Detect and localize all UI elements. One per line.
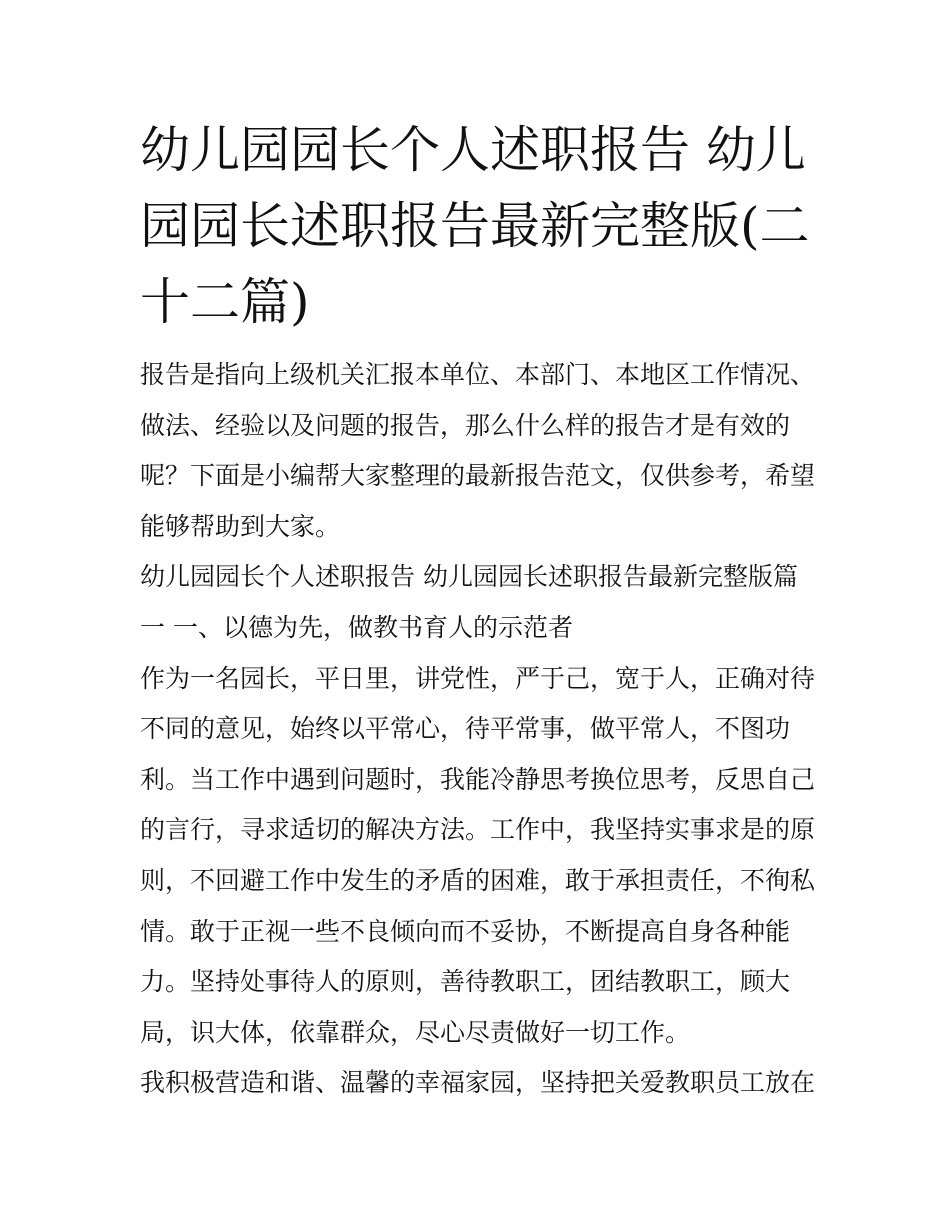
section-heading — [140, 552, 820, 653]
body-paragraph — [140, 1058, 820, 1109]
text-line: 幼儿园园长个人述职报告 幼儿园园长述职报告最新完整版篇 — [140, 562, 798, 592]
text-line: 不同的意见，始终以平常心，待平常事，做平常人，不图功 — [140, 714, 791, 744]
text-line: 局，识大体，依靠群众，尽心尽责做好一切工作。 — [140, 1017, 691, 1047]
document-body — [140, 350, 820, 1109]
text-line: 一 一、以德为先，做教书育人的示范者 — [140, 612, 573, 642]
text-line: 报告是指向上级机关汇报本单位、本部门、本地区工作情况、 — [140, 360, 816, 389]
title-line: 幼儿园园长个人述职报告 幼儿 — [140, 121, 806, 179]
text-line: 能够帮助到大家。 — [140, 511, 341, 541]
text-line: 作为一名园长，平日里，讲党性，严于己，宽于人，正确对待 — [140, 663, 816, 693]
text-line: 力。坚持处事待人的原则，善待教职工，团结教职工，顾大 — [140, 967, 791, 997]
text-line: 的言行，寻求适切的解决方法。工作中，我坚持实事求是的原 — [140, 815, 816, 845]
body-paragraph — [140, 654, 820, 1059]
document-page — [140, 112, 820, 1109]
text-line: 呢？下面是小编帮大家整理的最新报告范文，仅供参考，希望 — [140, 461, 816, 491]
document-title — [140, 112, 820, 340]
intro-paragraph — [140, 350, 820, 552]
text-line: 我积极营造和谐、温馨的幸福家园，坚持把关爱教职员工放在 — [140, 1068, 816, 1098]
title-line: 十二篇) — [140, 273, 310, 331]
text-line: 情。敢于正视一些不良倾向而不妥协，不断提高自身各种能 — [140, 916, 791, 946]
text-line: 则，不回避工作中发生的矛盾的困难，敢于承担责任，不徇私 — [140, 865, 816, 895]
text-line: 做法、经验以及问题的报告，那么什么样的报告才是有效的 — [140, 410, 791, 440]
title-line: 园园长述职报告最新完整版(二 — [140, 197, 810, 255]
text-line: 利。当工作中遇到问题时，我能冷静思考换位思考，反思自己 — [140, 764, 816, 794]
